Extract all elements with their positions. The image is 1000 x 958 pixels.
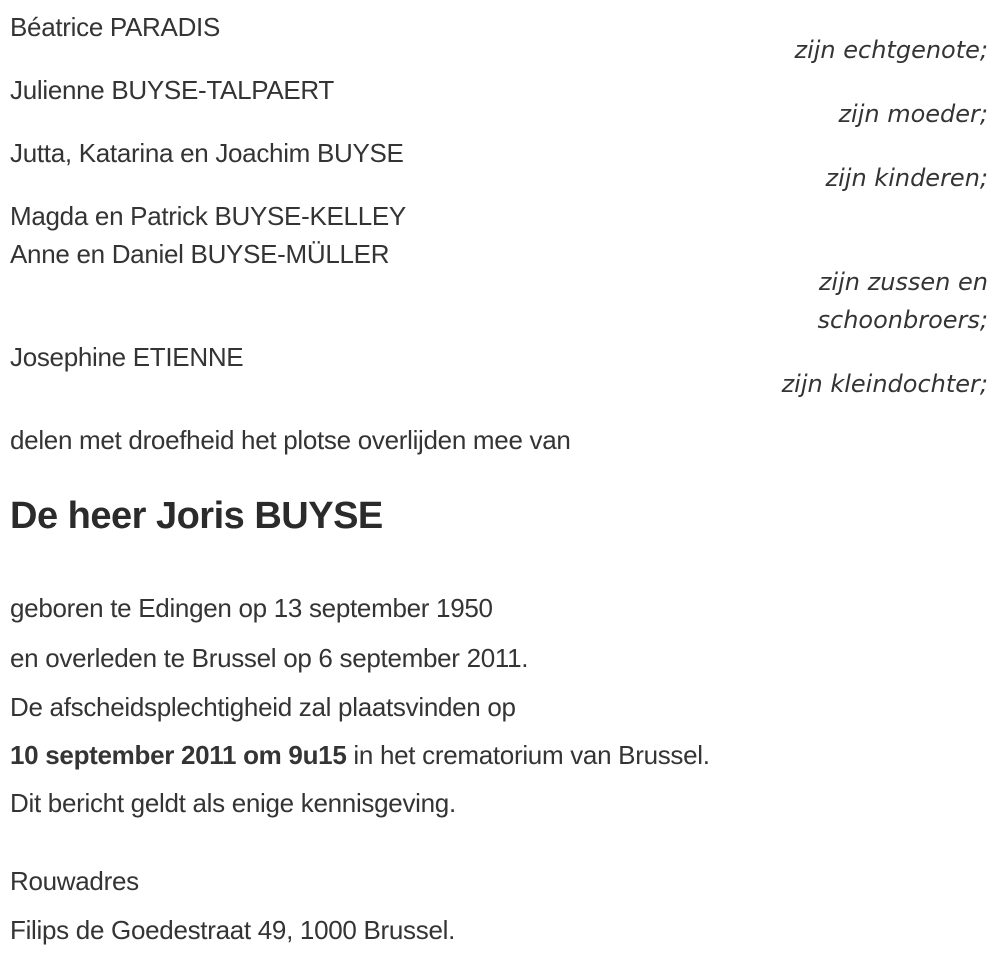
ceremony-datetime: 10 september 2011 om 9u15 — [10, 740, 347, 770]
mourning-address-label: Rouwadres — [10, 866, 139, 896]
ceremony-intro-line: De afscheidsplechtigheid zal plaatsvinden op — [10, 692, 516, 722]
notice-line: Dit bericht geldt als enige kennisgeving. — [10, 788, 456, 818]
mourner-relation: schoonbroers; — [817, 306, 988, 334]
mourner-relation: zijn kinderen; — [825, 164, 988, 192]
mourning-address: Filips de Goedestraat 49, 1000 Brussel. — [10, 915, 456, 945]
mourner-relation: zijn kleindochter; — [781, 370, 988, 398]
mourner-name: Julienne BUYSE-TALPAERT — [10, 75, 335, 105]
death-line: en overleden te Brussel op 6 september 2011. — [10, 643, 529, 673]
announcement-line: delen met droefheid het plotse overlijden mee van — [10, 425, 571, 455]
mourner-name: Josephine ETIENNE — [10, 342, 244, 372]
birth-line: geboren te Edingen op 13 september 1950 — [10, 593, 493, 623]
mourner-name: Magda en Patrick BUYSE-KELLEY — [10, 201, 406, 231]
mourner-relation: zijn zussen en — [818, 268, 988, 296]
deceased-name-heading: De heer Joris BUYSE — [10, 495, 383, 537]
ceremony-details-line — [10, 740, 710, 771]
mourner-name: Jutta, Katarina en Joachim BUYSE — [10, 138, 404, 168]
mourner-relation: zijn echtgenote; — [794, 36, 988, 64]
ceremony-location: in het crematorium van Brussel. — [346, 740, 710, 770]
mourner-name: Béatrice PARADIS — [10, 12, 221, 42]
mourner-relation: zijn moeder; — [838, 100, 988, 128]
mourner-name: Anne en Daniel BUYSE-MÜLLER — [10, 239, 390, 269]
